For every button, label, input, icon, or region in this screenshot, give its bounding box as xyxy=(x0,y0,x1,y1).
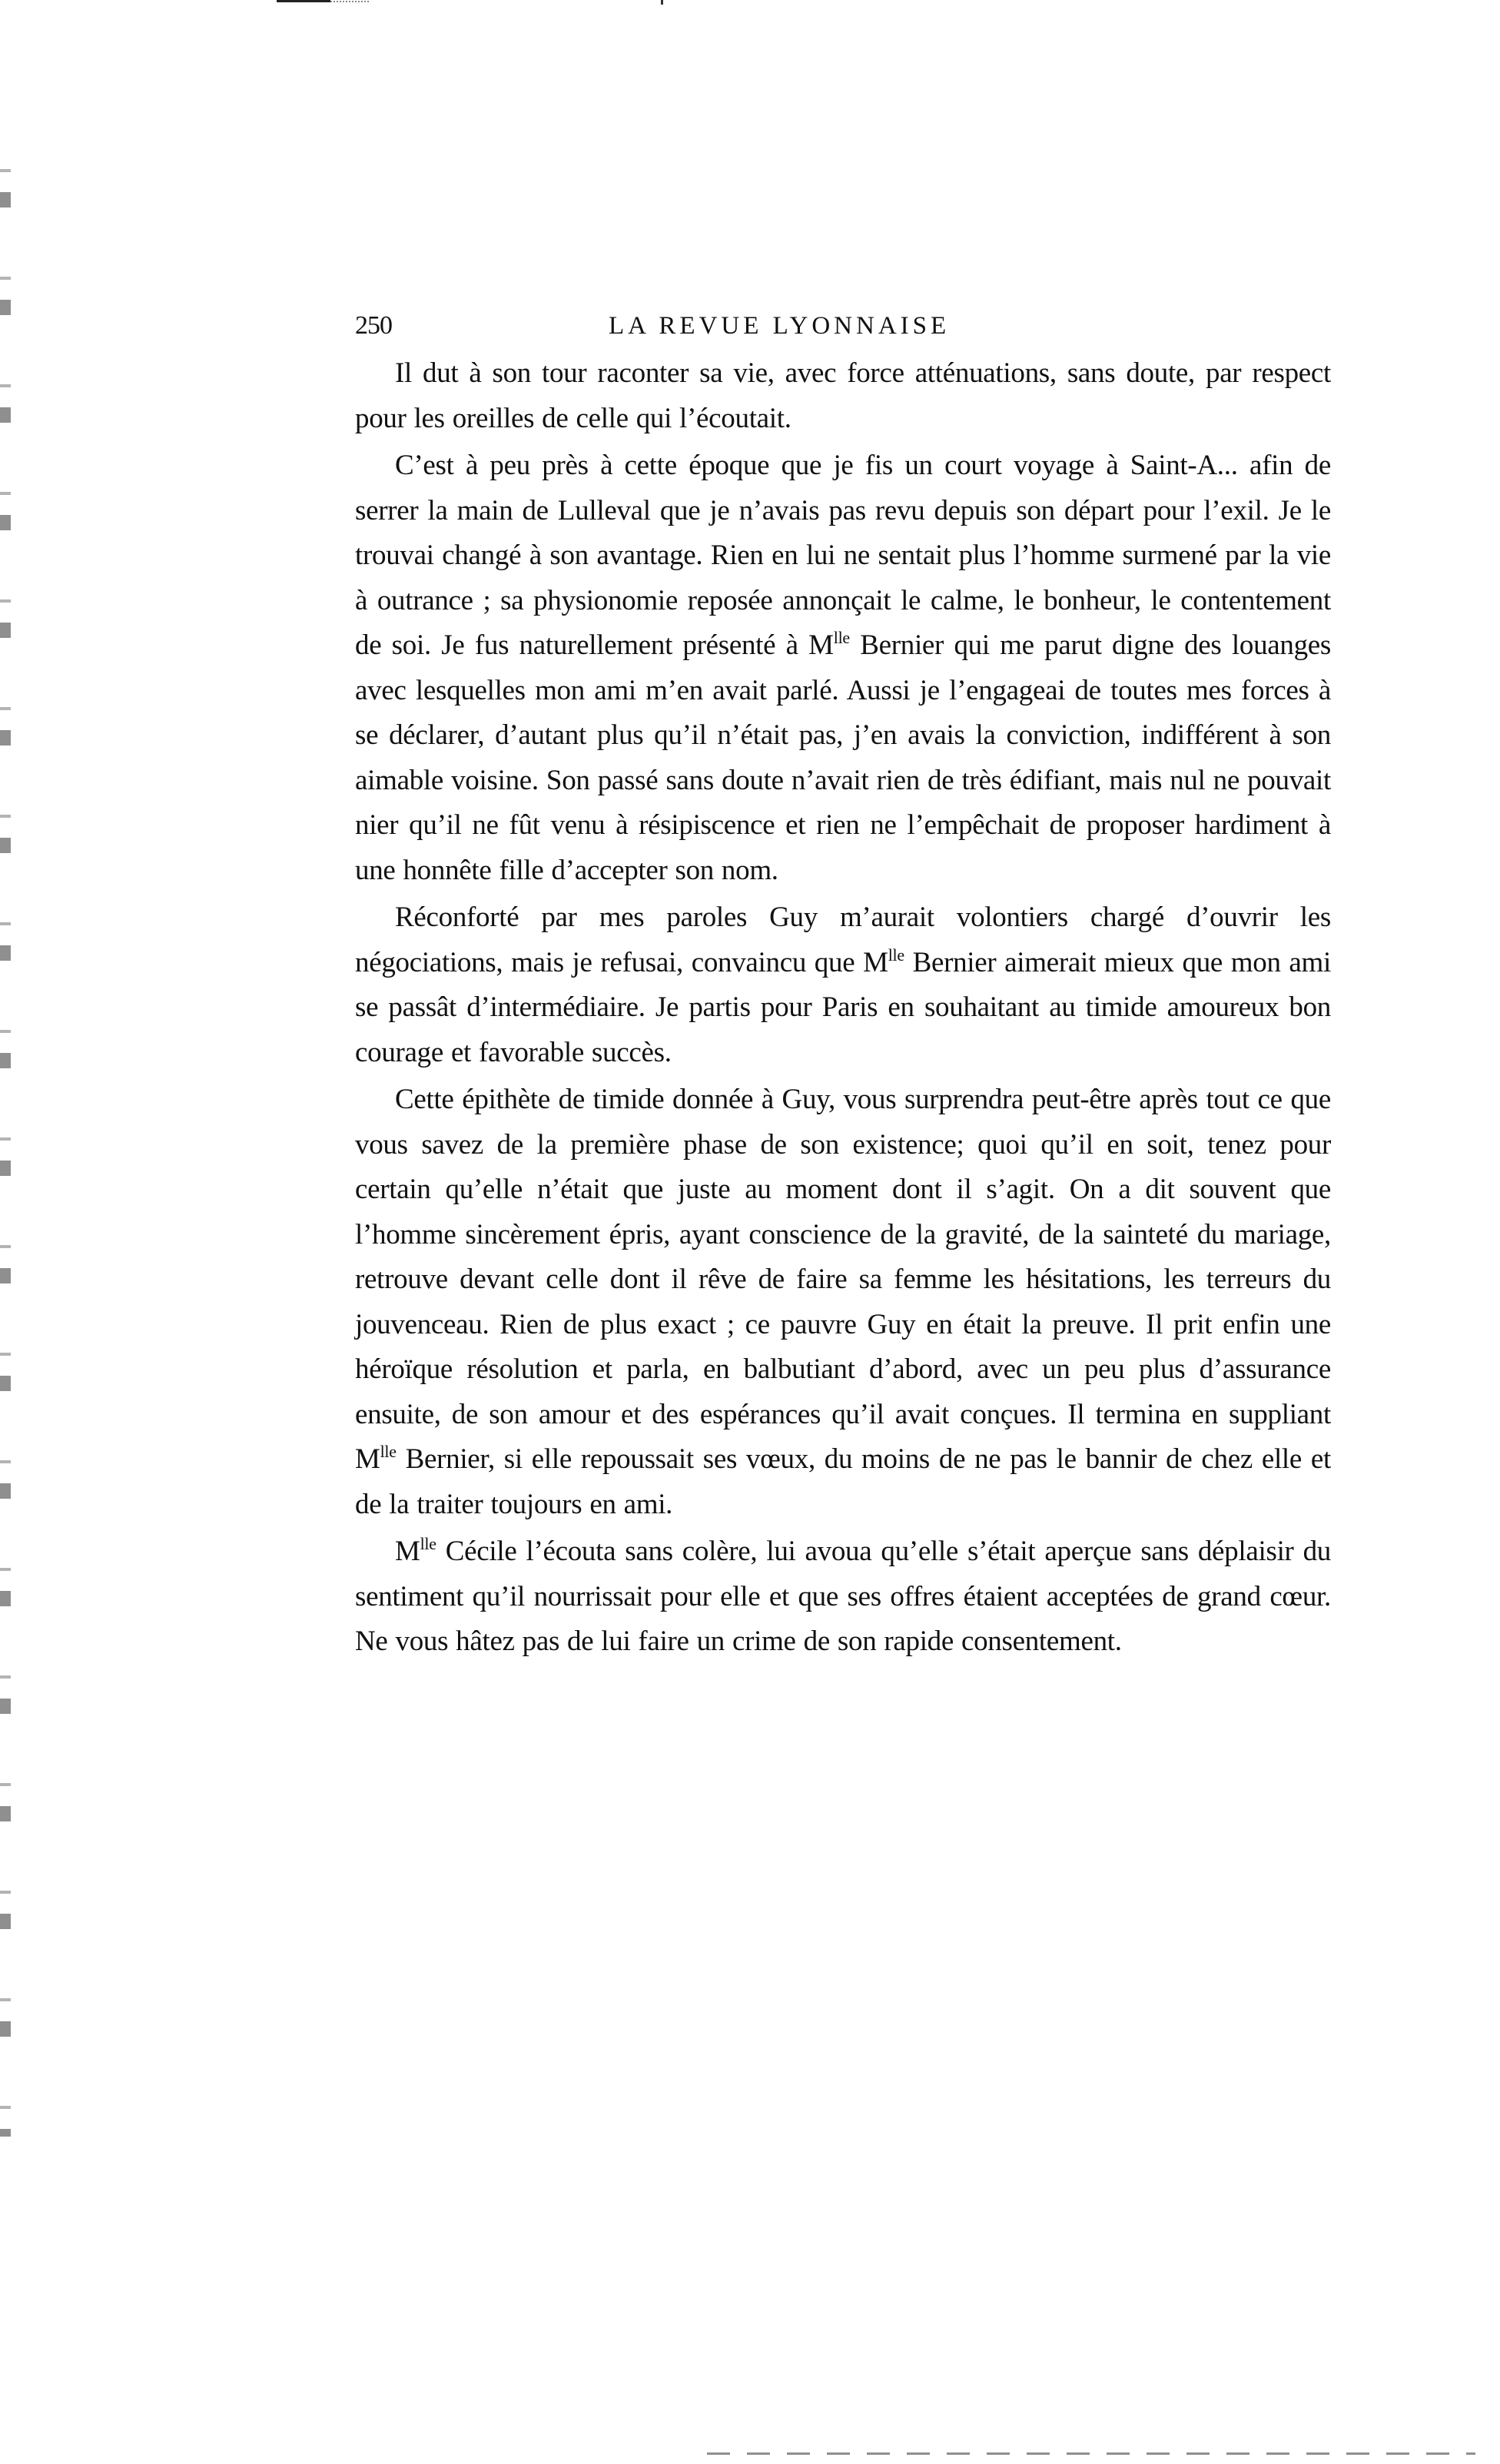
paragraph-2 xyxy=(355,443,1331,893)
paragraph-text-after: Bernier aimerait mieux que mon ami se passât d’intermédiaire. Je partis pour Paris en souhaitant au timide amoureux bon courage et favorable succès. xyxy=(355,946,1332,1068)
scan-artifact-top-mark xyxy=(661,0,663,5)
journal-title: LA REVUE LYONNAISE xyxy=(609,312,951,340)
paragraph-text-after: Bernier qui me parut digne des louanges avec lesquelles mon ami m’en avait parlé. Aussi je l’engageai de toutes mes forces à se déclarer, d’autant plus qu’il n’était pas, j’en avais la conviction, indifférent à son aimable voisine. Son passé sans doute n’avait rien de très édifiant, mais nul ne pouvait nier qu’il ne fût venu à résipiscence et rien ne l’empêchait de proposer hardiment à une honnête fille d’accepter son nom. xyxy=(355,629,1332,886)
paragraph-text-before: Cette épithète de timide donnée à Guy, vous surprendra peut-être après tout ce que vous savez de la première phase de son existence; quoi qu’il en soit, tenez pour certain qu’elle n’était que juste au moment dont il s’agit. On a dit souvent que l’homme sincèrement épris, ayant conscience de la gravité, de la sainteté du mariage, retrouve devant celle dont il rêve de faire sa femme les hésitations, les terreurs du jouvenceau. Rien de plus exact ; ce pauvre Guy en était la preuve. Il prit enfin une héroïque résolution et parla, en balbutiant d’abord, avec un peu plus d’assurance ensuite, de son amour et des espérances qu’il avait conçues. Il termina en suppliant xyxy=(355,1084,1331,1430)
paragraph-1 xyxy=(355,351,1331,441)
paragraph-5 xyxy=(355,1529,1331,1665)
scan-artifact-bottom-rule xyxy=(707,2452,1475,2455)
paragraph-text-before: Réconforté par mes paroles Guy m’aurait volontiers chargé d’ouvrir les négociations, mais je refusai, convaincu que xyxy=(355,902,1331,978)
paragraph-text-after: Bernier, si elle repoussait ses vœux, du moins de ne pas le bannir de chez elle et de la traiter toujours en ami. xyxy=(355,1443,1332,1520)
abbr-mademoiselle: $M^{lle}$ xyxy=(863,945,904,978)
paragraph-3 xyxy=(355,895,1331,1075)
abbr-mademoiselle: $M^{lle}$ xyxy=(808,628,850,661)
scan-artifact-left-margin xyxy=(0,138,11,2137)
paragraph-text-after: Cécile l’écouta sans colère, lui avoua qu’elle s’était aperçue sans déplaisir du sentiment qu’il nourrissait pour elle et que ses offres étaient acceptées de grand cœur. Ne vous hâtez pas de lui faire un crime de son rapide consentement. xyxy=(355,1536,1331,1657)
scan-artifact-top-dots xyxy=(330,1,369,5)
page-number: 250 xyxy=(355,311,392,340)
paragraph-text-before: C’est à peu près à cette époque que je fis un court voyage à Saint-A... afin de serrer la main de Lulleval que je n’avais pas revu depuis son départ pour l’exil. Je le trouvai changé à son avantage. Rien en lui ne sentait plus l’homme surmené par la vie à outrance ; sa physionomie reposée annonçait le calme, le bonheur, le contentement de soi. Je fus naturellement présenté à xyxy=(355,450,1331,661)
paragraph-text: Il dut à son tour raconter sa vie, avec force atténuations, sans doute, par respect pour les oreilles de celle qui l’écoutait. xyxy=(355,357,1331,434)
scan-artifact-top-rule xyxy=(277,0,330,2)
text-body xyxy=(355,351,1331,1665)
abbr-mademoiselle: $M^{lle}$ xyxy=(395,1534,436,1567)
abbr-mademoiselle: $M^{lle}$ xyxy=(355,1442,397,1475)
document-page xyxy=(355,311,1331,1665)
running-head xyxy=(355,311,1331,348)
paragraph-4 xyxy=(355,1078,1331,1527)
